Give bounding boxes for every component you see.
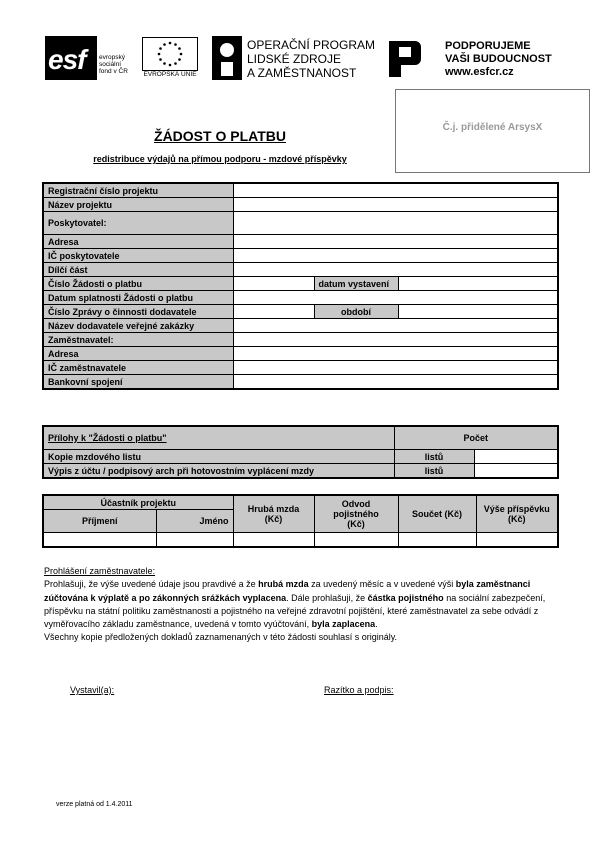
field-payroll-count[interactable] (474, 450, 558, 464)
label-employer-ic: IČ zaměstnavatele (43, 361, 233, 375)
field-statement-count[interactable] (474, 464, 558, 479)
field-due-date[interactable] (233, 291, 558, 305)
label-payment-request-number: Číslo Žádosti o platbu (43, 277, 233, 291)
declaration-text: Prohlašuji, že výše uvedené údaje jsou pravdivé a že hrubá mzda za uvedený měsíc a v uvedené výši byla zaměstnanci zúčtována k výplatě a po zákonných srážkách vyplacena. Dále prohlašuji, že částka pojistného na sociální zabezpečení, příspěvku na státní politiku zaměstnanosti a pojistného na veřejné zdravotní pojištění, které zaměstnavatel za sebe odvádí z vyměřovacího základu zaměstnance, uvedená v tomto vyúčtování, byla zaplacena. (44, 579, 546, 630)
participant-header: Účastník projektu (43, 495, 233, 510)
reference-number-label: Č.j. přidělené ArsysX (442, 122, 543, 133)
stamp-signature-label: Razítko a podpis: (324, 685, 394, 695)
esf-logo-word: esf (48, 44, 86, 75)
page-subtitle: redistribuce výdajů na přímou podporu - mzdové příspěvky (93, 154, 347, 164)
surname-header: Příjmení (43, 510, 156, 533)
esf-logo-subtext: evropský sociální fond v ČR (99, 54, 128, 75)
declaration-heading: Prohlášení zaměstnavatele: (44, 566, 156, 576)
label-project-name: Název projektu (43, 198, 233, 212)
label-employer: Zaměstnavatel: (43, 333, 233, 347)
field-bank-account[interactable] (233, 375, 558, 390)
field-report-number[interactable] (233, 305, 314, 319)
field-sum[interactable] (398, 533, 476, 548)
sum-header: Součet (Kč) (398, 495, 476, 533)
attachment-bank-statement: Výpis z účtu / podpisový arch při hotovostním vyplácení mzdy (43, 464, 394, 479)
label-address: Adresa (43, 235, 233, 249)
declaration-originals: Všechny kopie předložených dokladů zaznamenaných v této žádosti souhlasí s originály. (44, 632, 398, 643)
label-due-date: Datum splatnosti Žádosti o platbu (43, 291, 233, 305)
attachments-header: Přílohy k "Žádosti o platbu" (43, 426, 394, 450)
label-registration-number: Registrační číslo projektu (43, 183, 233, 198)
field-contribution[interactable] (476, 533, 558, 548)
label-employer-address: Adresa (43, 347, 233, 361)
field-employer-address[interactable] (233, 347, 558, 361)
label-partial-part: Dílčí část (43, 263, 233, 277)
gross-wage-header: Hrubá mzda (Kč) (233, 495, 314, 533)
attachment-payroll-copy: Kopie mzdového listu (43, 450, 394, 464)
field-employer-ic[interactable] (233, 361, 558, 375)
field-employer[interactable] (233, 333, 558, 347)
eu-flag-icon (142, 37, 198, 71)
field-payment-request-number[interactable] (233, 277, 314, 291)
field-address[interactable] (233, 235, 558, 249)
issued-by-label: Vystavil(a): (70, 685, 115, 695)
attachments-count-header: Počet (394, 426, 558, 450)
label-issue-date: datum vystavení (314, 277, 398, 291)
field-supplier-name[interactable] (233, 319, 558, 333)
label-provider: Poskytovatel: (43, 212, 233, 235)
attachments-table (42, 425, 559, 479)
contribution-header: Výše příspěvku (Kč) (476, 495, 558, 533)
participant-table (42, 494, 559, 548)
pv-logo-icon (385, 37, 423, 79)
field-period[interactable] (398, 305, 558, 319)
field-firstname[interactable] (156, 533, 233, 548)
version-footer: verze platná od 1.4.2011 (56, 801, 133, 808)
op-logo-text: OPERAČNÍ PROGRAM LIDSKÉ ZDROJE A ZAMĚSTNANOST (247, 38, 376, 80)
project-info-table (42, 182, 559, 390)
employer-declaration (44, 565, 559, 645)
firstname-header: Jméno (156, 510, 233, 533)
field-provider-ic[interactable] (233, 249, 558, 263)
field-provider[interactable] (233, 212, 558, 235)
label-period: období (314, 305, 398, 319)
field-surname[interactable] (43, 533, 156, 548)
field-registration-number[interactable] (233, 183, 558, 198)
attachment-payroll-unit: listů (394, 450, 474, 464)
page-title: ŽÁDOST O PLATBU (154, 128, 286, 144)
eu-label: EVROPSKÁ UNIE (143, 71, 197, 78)
op-logo-icon (212, 36, 242, 80)
field-gross-wage[interactable] (233, 533, 314, 548)
insurance-header: Odvod pojistného (Kč) (314, 495, 398, 533)
field-project-name[interactable] (233, 198, 558, 212)
field-partial-part[interactable] (233, 263, 558, 277)
label-supplier-name: Název dodavatele veřejné zakázky (43, 319, 233, 333)
pv-logo-text: PODPORUJEME VAŠI BUDOUCNOST www.esfcr.cz (445, 40, 552, 78)
field-insurance[interactable] (314, 533, 398, 548)
field-issue-date[interactable] (398, 277, 558, 291)
label-provider-ic: IČ poskytovatele (43, 249, 233, 263)
label-bank-account: Bankovní spojení (43, 375, 233, 390)
label-report-number: Číslo Zprávy o činnosti dodavatele (43, 305, 233, 319)
attachment-statement-unit: listů (394, 464, 474, 479)
